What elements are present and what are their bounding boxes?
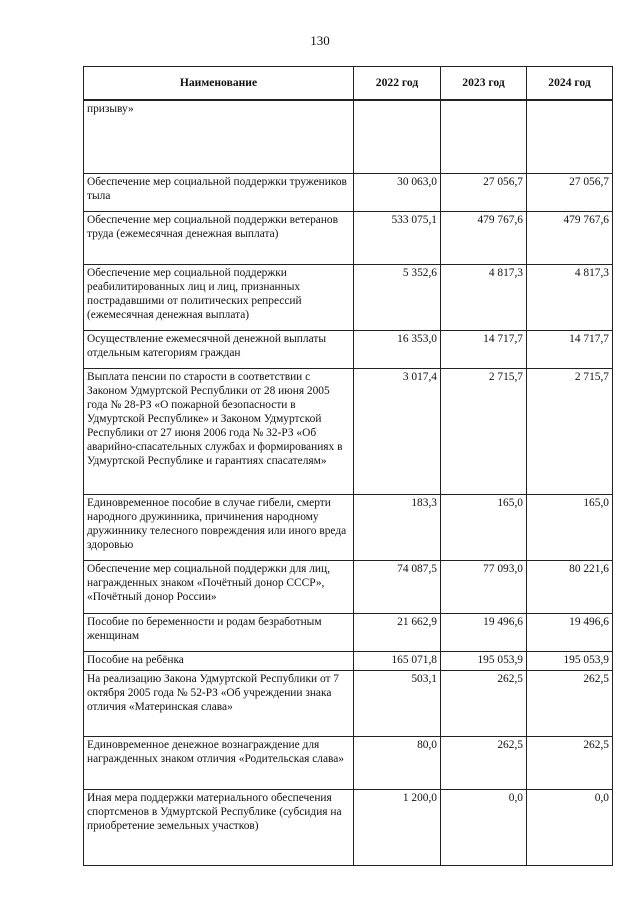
row-value-2022: 533 075,1	[354, 211, 441, 264]
row-value-2023: 2 715,7	[441, 368, 527, 494]
row-value-2024: 0,0	[527, 789, 613, 865]
table-row	[84, 613, 613, 651]
row-value-2024: 27 056,7	[527, 173, 613, 211]
row-value-2024: 4 817,3	[527, 264, 613, 330]
row-value-2023: 19 496,6	[441, 613, 527, 651]
row-name-cell: Обеспечение мер социальной поддержки ветеранов труда (ежемесячная денежная выплата)	[84, 211, 354, 264]
row-value-2024: 19 496,6	[527, 613, 613, 651]
row-name-cell: Обеспечение мер социальной поддержки реабилитированных лиц и лиц, признанных пострадавшими от политических репрессий (ежемесячная денежная выплата)	[84, 264, 354, 330]
row-name-cell: На реализацию Закона Удмуртской Республики от 7 октября 2005 года № 52-РЗ «Об учреждении знака отличия «Материнская слава»	[84, 670, 354, 736]
row-value-2024: 165,0	[527, 494, 613, 560]
table-row	[84, 173, 613, 211]
row-value-2023	[441, 100, 527, 173]
row-value-2022: 3 017,4	[354, 368, 441, 494]
row-value-2022: 21 662,9	[354, 613, 441, 651]
table-row	[84, 736, 613, 789]
table-body	[84, 100, 613, 865]
table-row	[84, 789, 613, 865]
row-value-2023: 77 093,0	[441, 560, 527, 613]
row-name-cell: Осуществление ежемесячной денежной выплаты отдельным категориям граждан	[84, 330, 354, 368]
row-value-2023: 14 717,7	[441, 330, 527, 368]
table-row	[84, 560, 613, 613]
row-value-2022: 183,3	[354, 494, 441, 560]
table-header-row	[84, 67, 613, 101]
table-row	[84, 264, 613, 330]
table-row	[84, 651, 613, 670]
row-name-cell: Иная мера поддержки материального обеспечения спортсменов в Удмуртской Республике (субсидия на приобретение земельных участков)	[84, 789, 354, 865]
row-value-2023: 262,5	[441, 736, 527, 789]
column-header-name: Наименование	[84, 67, 354, 101]
row-value-2022: 5 352,6	[354, 264, 441, 330]
row-value-2023: 4 817,3	[441, 264, 527, 330]
row-value-2024: 14 717,7	[527, 330, 613, 368]
budget-table	[83, 66, 613, 866]
table-row	[84, 494, 613, 560]
table-row	[84, 330, 613, 368]
row-value-2022: 165 071,8	[354, 651, 441, 670]
row-value-2023: 479 767,6	[441, 211, 527, 264]
row-value-2022: 80,0	[354, 736, 441, 789]
row-value-2023: 0,0	[441, 789, 527, 865]
row-value-2024: 80 221,6	[527, 560, 613, 613]
row-name-cell: Пособие на ребёнка	[84, 651, 354, 670]
row-value-2022	[354, 100, 441, 173]
column-header-2024: 2024 год	[527, 67, 613, 101]
row-name-cell: Обеспечение мер социальной поддержки тружеников тыла	[84, 173, 354, 211]
table-row	[84, 211, 613, 264]
page-number: 130	[310, 33, 330, 48]
row-value-2022: 74 087,5	[354, 560, 441, 613]
row-value-2023: 27 056,7	[441, 173, 527, 211]
column-header-2023: 2023 год	[441, 67, 527, 101]
row-name-cell: Пособие по беременности и родам безработным женщинам	[84, 613, 354, 651]
row-value-2024: 262,5	[527, 670, 613, 736]
row-name-cell: Обеспечение мер социальной поддержки для лиц, награжденных знаком «Почётный донор СССР», «Почётный донор России»	[84, 560, 354, 613]
row-value-2023: 262,5	[441, 670, 527, 736]
row-value-2024: 479 767,6	[527, 211, 613, 264]
column-header-2022: 2022 год	[354, 67, 441, 101]
table-row	[84, 670, 613, 736]
row-value-2022: 1 200,0	[354, 789, 441, 865]
row-value-2024: 2 715,7	[527, 368, 613, 494]
row-name-cell: Выплата пенсии по старости в соответствии с Законом Удмуртской Республики от 28 июня 2005 года № 28-РЗ «О пожарной безопасности в Удмуртской Республике» и Законом Удмуртской Республики от 27 июня 2006 года № 32-РЗ «Об аварийно-спасательных службах и формированиях в Удмуртской Республике и гарантиях спасателям»	[84, 368, 354, 494]
row-value-2024: 195 053,9	[527, 651, 613, 670]
row-value-2024: 262,5	[527, 736, 613, 789]
row-value-2023: 195 053,9	[441, 651, 527, 670]
row-name-cell: призыву»	[84, 100, 354, 173]
table-row	[84, 100, 613, 173]
row-value-2022: 16 353,0	[354, 330, 441, 368]
row-name-cell: Единовременное пособие в случае гибели, смерти народного дружинника, причинения народному дружиннику телесного повреждения или иного вреда здоровью	[84, 494, 354, 560]
row-value-2022: 30 063,0	[354, 173, 441, 211]
row-value-2024	[527, 100, 613, 173]
table-row	[84, 368, 613, 494]
row-value-2022: 503,1	[354, 670, 441, 736]
row-name-cell: Единовременное денежное вознаграждение для награжденных знаком отличия «Родительская слава»	[84, 736, 354, 789]
row-value-2023: 165,0	[441, 494, 527, 560]
